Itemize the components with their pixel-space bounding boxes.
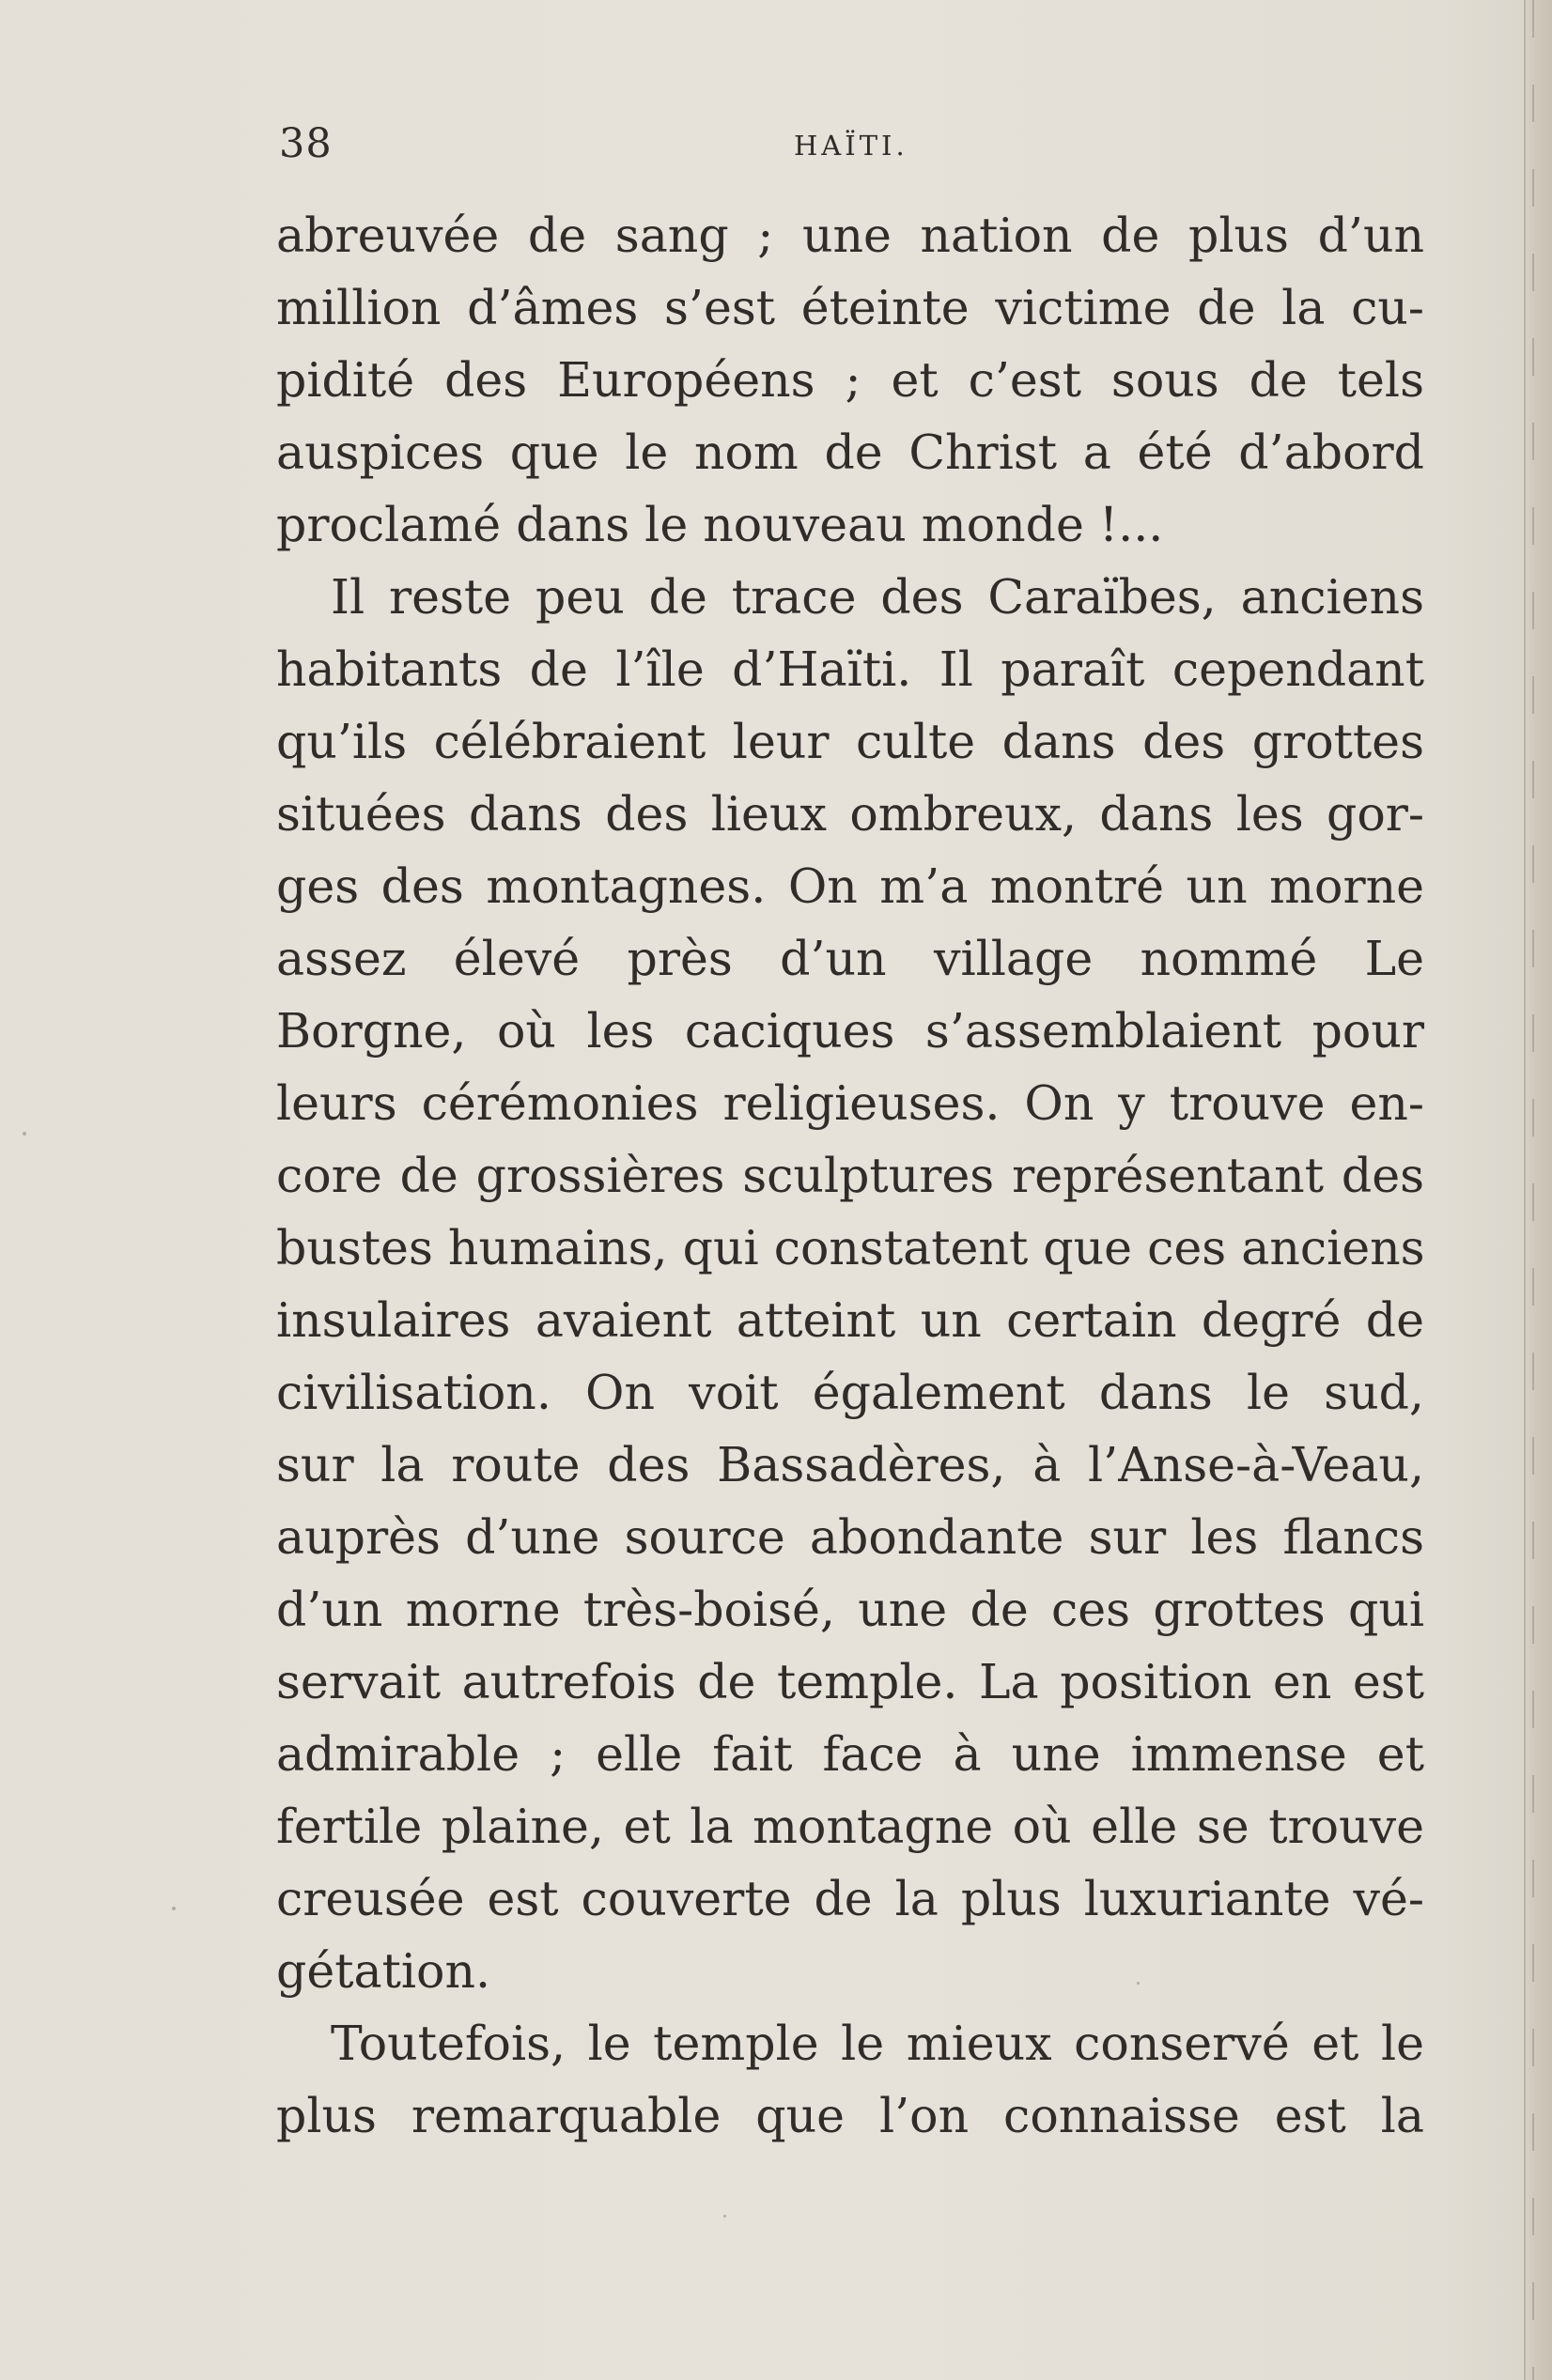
text-line: million d’âmes s’est éteinte victime de la cu- — [276, 280, 1424, 335]
text-line: situées dans des lieux ombreux, dans les gor- — [276, 786, 1424, 842]
text-line: sur la route des Bassadères, à l’Anse-à-Veau, — [276, 1437, 1424, 1492]
text-line: auspices que le nom de Christ a été d’abord — [276, 425, 1424, 480]
paper-speck — [723, 2215, 726, 2218]
text-line: Borgne, où les caciques s’assemblaient pour — [276, 1003, 1424, 1059]
text-line: civilisation. On voit également dans le sud, — [276, 1365, 1424, 1420]
page-header — [279, 120, 1425, 177]
text-line: gétation. — [276, 1943, 491, 1999]
text-line: insulaires avaient atteint un certain degré de — [276, 1292, 1424, 1348]
text-line: Toutefois, le temple le mieux conservé et le — [331, 2016, 1424, 2071]
text-line: bustes humains, qui constatent que ces anciens — [276, 1220, 1425, 1275]
text-line: d’un morne très-boisé, une de ces grottes qui — [276, 1582, 1424, 1637]
body-text — [276, 199, 1424, 2152]
paper-speck — [172, 1907, 176, 1910]
text-line: pidité des Européens ; et c’est sous de tels — [276, 352, 1424, 408]
text-line: leurs cérémonies religieuses. On y trouve en- — [276, 1075, 1424, 1131]
text-line: admirable ; elle fait face à une immense et — [276, 1726, 1424, 1782]
page-number: 38 — [279, 120, 333, 167]
text-line: ges des montagnes. On m’a montré un morne — [276, 858, 1424, 914]
text-line: plus remarquable que l’on connaisse est la — [276, 2088, 1424, 2143]
text-line: Il reste peu de trace des Caraïbes, anciens — [331, 569, 1424, 625]
text-line: assez élevé près d’un village nommé Le — [276, 931, 1424, 986]
page-edge — [1524, 0, 1552, 2380]
text-line: servait autrefois de temple. La position en est — [276, 1654, 1424, 1709]
running-title: HAÏTI. — [794, 130, 908, 162]
text-line: creusée est couverte de la plus luxuriante vé- — [276, 1871, 1424, 1926]
text-line: qu’ils célébraient leur culte dans des grottes — [276, 714, 1424, 769]
text-line: fertile plaine, et la montagne où elle se trouve — [276, 1799, 1424, 1854]
paper-speck — [23, 1132, 26, 1136]
text-line: habitants de l’île d’Haïti. Il paraît cependant — [276, 641, 1424, 697]
text-line: proclamé dans le nouveau monde !... — [276, 497, 1164, 552]
text-line: abreuvée de sang ; une nation de plus d’un — [276, 208, 1424, 263]
paper-speck — [1137, 1982, 1140, 1985]
text-line: core de grossières sculptures représentant des — [276, 1148, 1424, 1203]
text-line: auprès d’une source abondante sur les flancs — [276, 1509, 1424, 1565]
